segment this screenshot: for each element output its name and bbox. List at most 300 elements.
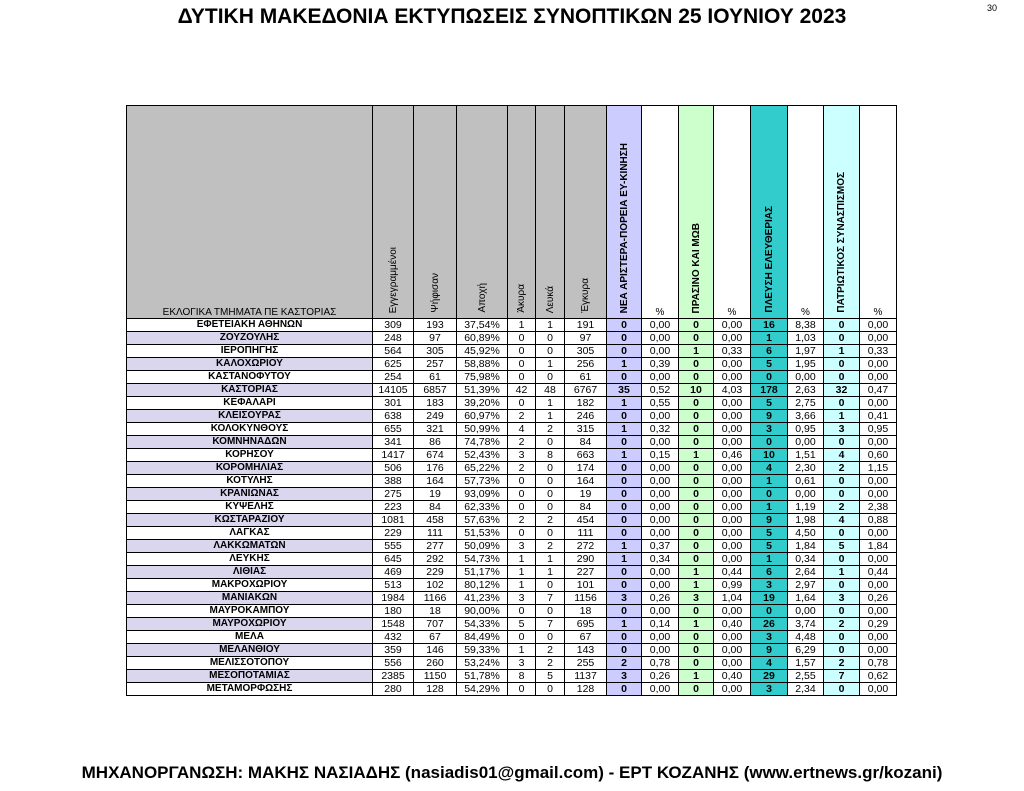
cell-party-3-pct: 1,03 bbox=[788, 332, 824, 345]
cell-party-3-pct: 3,74 bbox=[788, 618, 824, 631]
cell-abstention: 51,53% bbox=[457, 527, 508, 540]
cell-valid: 1156 bbox=[565, 592, 607, 605]
cell-party-2-votes: 0 bbox=[679, 423, 714, 436]
cell-party-3-votes: 10 bbox=[751, 449, 788, 462]
cell-section-name: ΜΑΚΡΟΧΩΡΙΟΥ bbox=[127, 579, 373, 592]
cell-valid: 182 bbox=[565, 397, 607, 410]
cell-party-2-pct: 0,46 bbox=[714, 449, 751, 462]
cell-party-1-pct: 0,39 bbox=[642, 358, 679, 371]
cell-party-1-pct: 0,00 bbox=[642, 371, 679, 384]
cell-party-4-pct: 0,00 bbox=[860, 527, 897, 540]
cell-invalid: 0 bbox=[508, 397, 536, 410]
cell-party-3-votes: 1 bbox=[751, 501, 788, 514]
cell-abstention: 52,43% bbox=[457, 449, 508, 462]
cell-party-1-votes: 0 bbox=[607, 345, 642, 358]
cell-party-3-pct: 1,84 bbox=[788, 540, 824, 553]
cell-party-1-pct: 0,32 bbox=[642, 423, 679, 436]
cell-party-4-pct: 0,00 bbox=[860, 358, 897, 371]
cell-party-2-votes: 0 bbox=[679, 657, 714, 670]
cell-party-4-pct: 0,78 bbox=[860, 657, 897, 670]
cell-blank: 0 bbox=[536, 631, 565, 644]
cell-party-1-votes: 0 bbox=[607, 514, 642, 527]
table-row bbox=[127, 397, 897, 410]
cell-registered: 564 bbox=[373, 345, 414, 358]
cell-voted: 111 bbox=[414, 527, 457, 540]
cell-party-4-pct: 0,00 bbox=[860, 371, 897, 384]
header-blank-label: Λευκά bbox=[544, 285, 556, 313]
cell-invalid: 0 bbox=[508, 631, 536, 644]
cell-voted: 18 bbox=[414, 605, 457, 618]
cell-section-name: ΚΑΣΤΟΡΙΑΣ bbox=[127, 384, 373, 397]
cell-party-4-votes: 0 bbox=[824, 475, 860, 488]
cell-party-3-votes: 9 bbox=[751, 410, 788, 423]
cell-party-1-pct: 0,00 bbox=[642, 488, 679, 501]
cell-abstention: 60,97% bbox=[457, 410, 508, 423]
header-invalid-label: Άκυρα bbox=[516, 284, 527, 313]
cell-party-1-votes: 0 bbox=[607, 475, 642, 488]
cell-invalid: 3 bbox=[508, 449, 536, 462]
cell-party-3-votes: 16 bbox=[751, 319, 788, 332]
cell-party-2-votes: 1 bbox=[679, 618, 714, 631]
cell-party-3-pct: 0,00 bbox=[788, 371, 824, 384]
cell-party-4-votes: 0 bbox=[824, 358, 860, 371]
cell-party-4-votes: 0 bbox=[824, 579, 860, 592]
cell-blank: 2 bbox=[536, 514, 565, 527]
header-party-2 bbox=[679, 106, 714, 319]
cell-registered: 645 bbox=[373, 553, 414, 566]
cell-party-2-pct: 0,00 bbox=[714, 501, 751, 514]
cell-party-4-votes: 5 bbox=[824, 540, 860, 553]
cell-party-1-votes: 0 bbox=[607, 462, 642, 475]
cell-party-2-pct: 0,00 bbox=[714, 371, 751, 384]
cell-voted: 260 bbox=[414, 657, 457, 670]
cell-party-3-pct: 1,57 bbox=[788, 657, 824, 670]
cell-blank: 7 bbox=[536, 592, 565, 605]
cell-valid: 272 bbox=[565, 540, 607, 553]
cell-party-2-pct: 0,44 bbox=[714, 566, 751, 579]
cell-party-1-votes: 0 bbox=[607, 319, 642, 332]
cell-party-4-pct: 0,00 bbox=[860, 553, 897, 566]
header-party-3-label: ΠΛΕΥΣΗ ΕΛΕΥΘΕΡΙΑΣ bbox=[763, 206, 775, 313]
cell-party-4-votes: 2 bbox=[824, 462, 860, 475]
cell-valid: 61 bbox=[565, 371, 607, 384]
cell-party-3-votes: 5 bbox=[751, 527, 788, 540]
cell-party-3-pct: 4,50 bbox=[788, 527, 824, 540]
table-row bbox=[127, 592, 897, 605]
cell-party-3-votes: 5 bbox=[751, 358, 788, 371]
cell-party-1-votes: 0 bbox=[607, 527, 642, 540]
cell-valid: 97 bbox=[565, 332, 607, 345]
cell-valid: 128 bbox=[565, 683, 607, 696]
cell-voted: 128 bbox=[414, 683, 457, 696]
cell-party-3-votes: 1 bbox=[751, 332, 788, 345]
cell-party-4-votes: 2 bbox=[824, 501, 860, 514]
cell-abstention: 41,23% bbox=[457, 592, 508, 605]
cell-party-1-votes: 0 bbox=[607, 566, 642, 579]
cell-voted: 249 bbox=[414, 410, 457, 423]
cell-invalid: 4 bbox=[508, 423, 536, 436]
cell-abstention: 51,17% bbox=[457, 566, 508, 579]
cell-party-3-votes: 4 bbox=[751, 657, 788, 670]
cell-party-1-pct: 0,26 bbox=[642, 592, 679, 605]
cell-party-2-votes: 0 bbox=[679, 631, 714, 644]
cell-party-2-votes: 1 bbox=[679, 579, 714, 592]
cell-party-4-votes: 4 bbox=[824, 449, 860, 462]
cell-abstention: 54,73% bbox=[457, 553, 508, 566]
cell-party-2-pct: 0,00 bbox=[714, 540, 751, 553]
cell-party-4-votes: 1 bbox=[824, 345, 860, 358]
cell-party-4-pct: 1,15 bbox=[860, 462, 897, 475]
table-row bbox=[127, 384, 897, 397]
cell-party-1-votes: 0 bbox=[607, 436, 642, 449]
cell-party-1-votes: 35 bbox=[607, 384, 642, 397]
cell-blank: 2 bbox=[536, 657, 565, 670]
cell-party-4-votes: 0 bbox=[824, 527, 860, 540]
cell-party-4-votes: 0 bbox=[824, 553, 860, 566]
cell-party-4-votes: 1 bbox=[824, 566, 860, 579]
cell-party-1-pct: 0,00 bbox=[642, 410, 679, 423]
cell-section-name: ΜΑΝΙΑΚΩΝ bbox=[127, 592, 373, 605]
cell-party-3-pct: 1,95 bbox=[788, 358, 824, 371]
cell-voted: 1166 bbox=[414, 592, 457, 605]
cell-party-3-pct: 6,29 bbox=[788, 644, 824, 657]
cell-party-1-pct: 0,00 bbox=[642, 566, 679, 579]
cell-party-4-pct: 0,00 bbox=[860, 332, 897, 345]
cell-registered: 275 bbox=[373, 488, 414, 501]
cell-abstention: 54,33% bbox=[457, 618, 508, 631]
cell-party-3-votes: 3 bbox=[751, 631, 788, 644]
header-party-2-label: ΠΡΑΣΙΝΟ ΚΑΙ ΜΩΒ bbox=[690, 222, 702, 313]
cell-party-1-votes: 1 bbox=[607, 358, 642, 371]
cell-party-3-pct: 2,64 bbox=[788, 566, 824, 579]
cell-registered: 469 bbox=[373, 566, 414, 579]
cell-party-1-pct: 0,00 bbox=[642, 475, 679, 488]
cell-registered: 341 bbox=[373, 436, 414, 449]
table-row bbox=[127, 436, 897, 449]
cell-party-3-pct: 2,97 bbox=[788, 579, 824, 592]
cell-abstention: 50,09% bbox=[457, 540, 508, 553]
cell-section-name: ΜΕΣΟΠΟΤΑΜΙΑΣ bbox=[127, 670, 373, 683]
cell-abstention: 75,98% bbox=[457, 371, 508, 384]
cell-registered: 655 bbox=[373, 423, 414, 436]
cell-invalid: 0 bbox=[508, 358, 536, 371]
cell-party-3-pct: 0,95 bbox=[788, 423, 824, 436]
cell-valid: 101 bbox=[565, 579, 607, 592]
cell-party-3-votes: 178 bbox=[751, 384, 788, 397]
cell-party-2-votes: 0 bbox=[679, 397, 714, 410]
footer-credits: ΜΗΧΑΝΟΡΓΑΝΩΣΗ: ΜΑΚΗΣ ΝΑΣΙΑΔΗΣ (nasiadis01@gmail.com) - ΕΡΤ ΚΟΖΑΝΗΣ (www.ertnews.gr/kozani) bbox=[81, 763, 943, 782]
cell-party-3-votes: 0 bbox=[751, 488, 788, 501]
cell-blank: 1 bbox=[536, 358, 565, 371]
cell-section-name: ΚΑΣΤΑΝΟΦΥΤΟΥ bbox=[127, 371, 373, 384]
cell-party-1-votes: 3 bbox=[607, 592, 642, 605]
cell-party-4-pct: 0,00 bbox=[860, 605, 897, 618]
cell-party-3-pct: 0,61 bbox=[788, 475, 824, 488]
cell-invalid: 2 bbox=[508, 462, 536, 475]
header-blank bbox=[536, 106, 565, 319]
header-party-1-label: ΝΕΑ ΑΡΙΣΤΕΡΑ-ΠΟΡΕΙΑ ΕΥ-ΚΙΝΗΣΗ bbox=[618, 142, 630, 313]
cell-voted: 146 bbox=[414, 644, 457, 657]
cell-party-1-pct: 0,00 bbox=[642, 436, 679, 449]
cell-section-name: ΛΑΓΚΑΣ bbox=[127, 527, 373, 540]
cell-abstention: 54,29% bbox=[457, 683, 508, 696]
table-row bbox=[127, 371, 897, 384]
cell-party-4-votes: 2 bbox=[824, 657, 860, 670]
cell-party-2-pct: 0,00 bbox=[714, 332, 751, 345]
cell-blank: 0 bbox=[536, 683, 565, 696]
cell-blank: 2 bbox=[536, 644, 565, 657]
header-party-1-pct: % bbox=[642, 106, 679, 319]
cell-invalid: 0 bbox=[508, 332, 536, 345]
cell-abstention: 65,22% bbox=[457, 462, 508, 475]
cell-abstention: 59,33% bbox=[457, 644, 508, 657]
table-row bbox=[127, 462, 897, 475]
cell-party-1-votes: 0 bbox=[607, 644, 642, 657]
cell-valid: 227 bbox=[565, 566, 607, 579]
table-row bbox=[127, 488, 897, 501]
cell-blank: 0 bbox=[536, 436, 565, 449]
cell-blank: 0 bbox=[536, 371, 565, 384]
cell-party-1-votes: 0 bbox=[607, 488, 642, 501]
cell-party-3-votes: 1 bbox=[751, 475, 788, 488]
cell-valid: 191 bbox=[565, 319, 607, 332]
table-row bbox=[127, 358, 897, 371]
cell-valid: 6767 bbox=[565, 384, 607, 397]
cell-party-1-votes: 0 bbox=[607, 579, 642, 592]
cell-party-2-pct: 0,00 bbox=[714, 436, 751, 449]
cell-party-2-pct: 0,00 bbox=[714, 423, 751, 436]
cell-registered: 14105 bbox=[373, 384, 414, 397]
cell-party-4-pct: 0,62 bbox=[860, 670, 897, 683]
table-row bbox=[127, 332, 897, 345]
cell-invalid: 42 bbox=[508, 384, 536, 397]
cell-party-1-pct: 0,00 bbox=[642, 319, 679, 332]
cell-section-name: ΛΕΥΚΗΣ bbox=[127, 553, 373, 566]
cell-party-4-pct: 0,60 bbox=[860, 449, 897, 462]
cell-party-1-votes: 2 bbox=[607, 657, 642, 670]
cell-registered: 180 bbox=[373, 605, 414, 618]
header-registered-label: Εγγεγραμμένοι bbox=[387, 246, 399, 313]
header-valid bbox=[565, 106, 607, 319]
cell-party-2-votes: 0 bbox=[679, 358, 714, 371]
cell-party-3-votes: 6 bbox=[751, 566, 788, 579]
cell-party-1-pct: 0,34 bbox=[642, 553, 679, 566]
cell-voted: 321 bbox=[414, 423, 457, 436]
cell-blank: 0 bbox=[536, 332, 565, 345]
cell-blank: 2 bbox=[536, 423, 565, 436]
table-row bbox=[127, 319, 897, 332]
cell-blank: 1 bbox=[536, 553, 565, 566]
cell-invalid: 5 bbox=[508, 618, 536, 631]
cell-blank: 0 bbox=[536, 462, 565, 475]
cell-section-name: ΙΕΡΟΠΗΓΗΣ bbox=[127, 345, 373, 358]
cell-registered: 1984 bbox=[373, 592, 414, 605]
cell-party-4-pct: 0,29 bbox=[860, 618, 897, 631]
cell-valid: 246 bbox=[565, 410, 607, 423]
cell-party-4-pct: 0,00 bbox=[860, 319, 897, 332]
cell-party-3-pct: 0,00 bbox=[788, 488, 824, 501]
cell-registered: 309 bbox=[373, 319, 414, 332]
cell-registered: 638 bbox=[373, 410, 414, 423]
cell-abstention: 60,89% bbox=[457, 332, 508, 345]
cell-party-1-votes: 1 bbox=[607, 553, 642, 566]
cell-party-3-votes: 4 bbox=[751, 462, 788, 475]
cell-party-1-votes: 1 bbox=[607, 449, 642, 462]
cell-party-2-votes: 1 bbox=[679, 449, 714, 462]
cell-invalid: 8 bbox=[508, 670, 536, 683]
cell-invalid: 1 bbox=[508, 579, 536, 592]
cell-party-2-votes: 0 bbox=[679, 683, 714, 696]
cell-party-1-votes: 0 bbox=[607, 371, 642, 384]
cell-party-4-pct: 2,38 bbox=[860, 501, 897, 514]
header-voted bbox=[414, 106, 457, 319]
cell-registered: 1548 bbox=[373, 618, 414, 631]
results-table-body bbox=[127, 319, 897, 696]
cell-party-1-pct: 0,00 bbox=[642, 514, 679, 527]
cell-party-4-votes: 4 bbox=[824, 514, 860, 527]
cell-abstention: 57,73% bbox=[457, 475, 508, 488]
cell-party-2-votes: 1 bbox=[679, 345, 714, 358]
cell-party-4-votes: 0 bbox=[824, 319, 860, 332]
cell-section-name: ΚΥΨΕΛΗΣ bbox=[127, 501, 373, 514]
cell-registered: 223 bbox=[373, 501, 414, 514]
cell-valid: 255 bbox=[565, 657, 607, 670]
page-number: 30 bbox=[987, 3, 998, 13]
cell-abstention: 62,33% bbox=[457, 501, 508, 514]
cell-party-4-pct: 0,00 bbox=[860, 475, 897, 488]
cell-party-1-votes: 0 bbox=[607, 631, 642, 644]
cell-party-3-pct: 2,75 bbox=[788, 397, 824, 410]
cell-abstention: 51,39% bbox=[457, 384, 508, 397]
cell-party-2-votes: 0 bbox=[679, 462, 714, 475]
cell-invalid: 1 bbox=[508, 553, 536, 566]
header-party-4-label: ΠΑΤΡΙΩΤΙΚΟΣ ΣΥΝΑΣΠΙΣΜΟΣ bbox=[836, 172, 847, 313]
cell-invalid: 0 bbox=[508, 501, 536, 514]
table-row bbox=[127, 644, 897, 657]
cell-voted: 102 bbox=[414, 579, 457, 592]
cell-party-2-votes: 3 bbox=[679, 592, 714, 605]
page-title: ΔΥΤΙΚΗ ΜΑΚΕΔΟΝΙΑ ΕΚΤΥΠΩΣΕΙΣ ΣΥΝΟΠΤΙΚΩΝ 25 ΙΟΥΝΙΟΥ 2023 bbox=[177, 5, 847, 28]
cell-party-1-pct: 0,55 bbox=[642, 397, 679, 410]
cell-abstention: 53,24% bbox=[457, 657, 508, 670]
cell-section-name: ΚΟΜΝΗΝΑΔΩΝ bbox=[127, 436, 373, 449]
cell-section-name: ΚΟΡΗΣΟΥ bbox=[127, 449, 373, 462]
cell-party-1-votes: 3 bbox=[607, 670, 642, 683]
cell-section-name: ΜΑΥΡΟΧΩΡΙΟΥ bbox=[127, 618, 373, 631]
cell-valid: 67 bbox=[565, 631, 607, 644]
cell-voted: 164 bbox=[414, 475, 457, 488]
cell-section-name: ΚΕΦΑΛΑΡΙ bbox=[127, 397, 373, 410]
cell-party-1-pct: 0,00 bbox=[642, 631, 679, 644]
cell-abstention: 39,20% bbox=[457, 397, 508, 410]
table-row bbox=[127, 566, 897, 579]
cell-party-2-votes: 0 bbox=[679, 371, 714, 384]
cell-party-4-pct: 0,00 bbox=[860, 631, 897, 644]
cell-valid: 695 bbox=[565, 618, 607, 631]
cell-party-1-votes: 1 bbox=[607, 540, 642, 553]
cell-voted: 277 bbox=[414, 540, 457, 553]
table-row bbox=[127, 501, 897, 514]
cell-party-2-pct: 0,40 bbox=[714, 618, 751, 631]
cell-party-2-pct: 0,33 bbox=[714, 345, 751, 358]
table-row bbox=[127, 579, 897, 592]
cell-section-name: ΕΦΕΤΕΙΑΚΗ ΑΘΗΝΩΝ bbox=[127, 319, 373, 332]
cell-party-3-pct: 8,38 bbox=[788, 319, 824, 332]
cell-registered: 254 bbox=[373, 371, 414, 384]
cell-valid: 164 bbox=[565, 475, 607, 488]
cell-party-4-pct: 0,00 bbox=[860, 397, 897, 410]
cell-blank: 48 bbox=[536, 384, 565, 397]
cell-party-2-pct: 0,00 bbox=[714, 358, 751, 371]
cell-voted: 674 bbox=[414, 449, 457, 462]
cell-party-3-votes: 5 bbox=[751, 397, 788, 410]
cell-party-3-pct: 1,19 bbox=[788, 501, 824, 514]
table-row bbox=[127, 670, 897, 683]
cell-party-1-pct: 0,37 bbox=[642, 540, 679, 553]
cell-section-name: ΚΑΛΟΧΩΡΙΟΥ bbox=[127, 358, 373, 371]
cell-voted: 707 bbox=[414, 618, 457, 631]
cell-registered: 1417 bbox=[373, 449, 414, 462]
cell-party-4-votes: 1 bbox=[824, 410, 860, 423]
cell-valid: 305 bbox=[565, 345, 607, 358]
table-row bbox=[127, 345, 897, 358]
cell-party-1-votes: 0 bbox=[607, 501, 642, 514]
cell-party-2-pct: 0,00 bbox=[714, 553, 751, 566]
cell-voted: 97 bbox=[414, 332, 457, 345]
cell-party-1-pct: 0,00 bbox=[642, 644, 679, 657]
cell-section-name: ΚΛΕΙΣΟΥΡΑΣ bbox=[127, 410, 373, 423]
cell-voted: 84 bbox=[414, 501, 457, 514]
cell-valid: 315 bbox=[565, 423, 607, 436]
cell-party-3-pct: 3,66 bbox=[788, 410, 824, 423]
cell-party-4-pct: 0,00 bbox=[860, 488, 897, 501]
cell-voted: 458 bbox=[414, 514, 457, 527]
cell-abstention: 50,99% bbox=[457, 423, 508, 436]
cell-party-2-votes: 0 bbox=[679, 553, 714, 566]
cell-party-2-votes: 0 bbox=[679, 514, 714, 527]
header-registered bbox=[373, 106, 414, 319]
cell-section-name: ΚΟΤΥΛΗΣ bbox=[127, 475, 373, 488]
table-row bbox=[127, 514, 897, 527]
cell-party-3-votes: 29 bbox=[751, 670, 788, 683]
cell-party-2-votes: 0 bbox=[679, 540, 714, 553]
cell-section-name: ΛΑΚΚΩΜΑΤΩΝ bbox=[127, 540, 373, 553]
cell-voted: 176 bbox=[414, 462, 457, 475]
header-invalid bbox=[508, 106, 536, 319]
cell-party-1-pct: 0,00 bbox=[642, 683, 679, 696]
cell-voted: 6857 bbox=[414, 384, 457, 397]
cell-section-name: ΖΟΥΖΟΥΛΗΣ bbox=[127, 332, 373, 345]
cell-invalid: 2 bbox=[508, 436, 536, 449]
cell-valid: 19 bbox=[565, 488, 607, 501]
cell-party-2-pct: 0,00 bbox=[714, 631, 751, 644]
cell-party-1-pct: 0,00 bbox=[642, 332, 679, 345]
cell-invalid: 3 bbox=[508, 592, 536, 605]
cell-blank: 0 bbox=[536, 475, 565, 488]
cell-party-1-pct: 0,00 bbox=[642, 605, 679, 618]
cell-blank: 8 bbox=[536, 449, 565, 462]
cell-registered: 432 bbox=[373, 631, 414, 644]
cell-invalid: 0 bbox=[508, 488, 536, 501]
cell-party-3-votes: 9 bbox=[751, 644, 788, 657]
cell-party-4-votes: 0 bbox=[824, 397, 860, 410]
table-row bbox=[127, 410, 897, 423]
cell-party-3-pct: 0,00 bbox=[788, 436, 824, 449]
cell-party-3-votes: 5 bbox=[751, 540, 788, 553]
cell-party-3-pct: 1,98 bbox=[788, 514, 824, 527]
cell-party-3-votes: 0 bbox=[751, 605, 788, 618]
cell-invalid: 0 bbox=[508, 527, 536, 540]
